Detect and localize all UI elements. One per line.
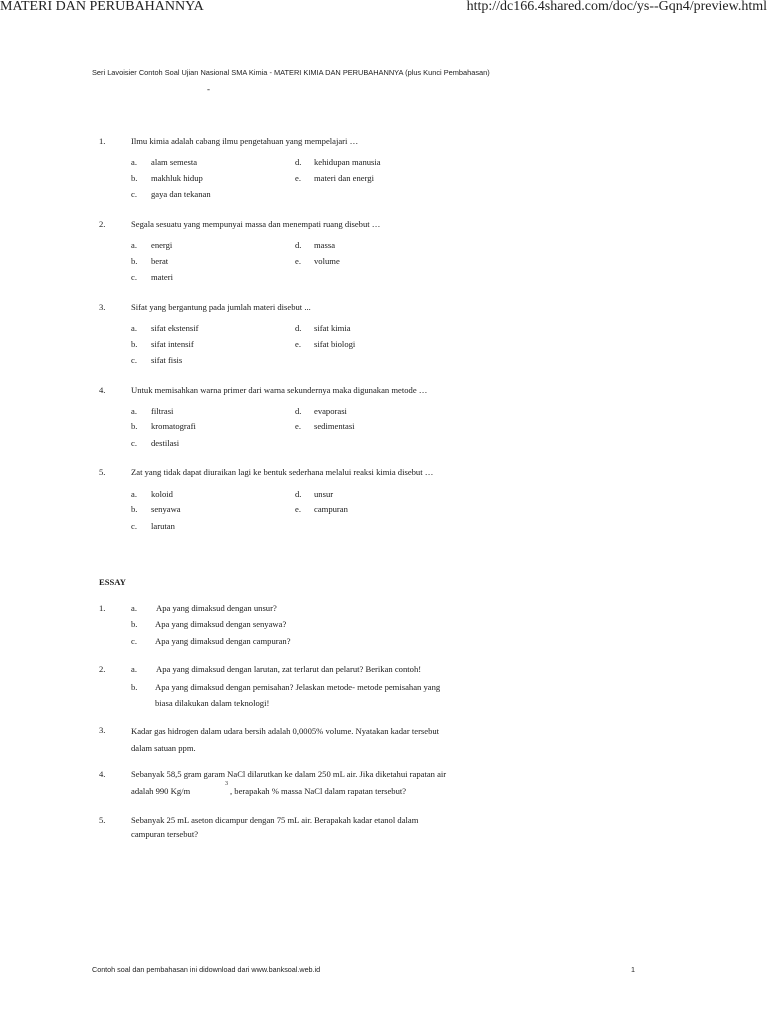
option-text: kromatografi (151, 421, 196, 431)
question-number: 4. (99, 385, 106, 395)
option-key: e. (295, 256, 301, 266)
option-text: koloid (151, 489, 173, 499)
essay-text-continued: dalam satuan ppm. (131, 743, 196, 753)
option-text: berat (151, 256, 169, 266)
option-key: e. (295, 173, 301, 183)
option-text: sifat kimia (314, 323, 351, 333)
essay-part-key: a. (131, 603, 137, 613)
essay-part-text: Apa yang dimaksud dengan senyawa? (155, 619, 287, 629)
essay-part-key: b. (131, 619, 138, 629)
option-key: c. (131, 189, 137, 199)
essay-text: Kadar gas hidrogen dalam udara bersih adalah 0,0005% volume. Nyatakan kadar tersebut (131, 726, 440, 736)
option-text: sifat biologi (314, 339, 356, 349)
option-key: c. (131, 272, 137, 282)
series-line: Seri Lavoisier Contoh Soal Ujian Nasional SMA Kimia - MATERI KIMIA DAN PERUBAHANNYA (plus Kunci Pembahasan) (92, 68, 490, 77)
page-url[interactable]: http://dc166.4shared.com/doc/ys--Gqn4/preview.html (466, 0, 767, 14)
option-text: larutan (151, 521, 175, 531)
question-text: Ilmu kimia adalah cabang ilmu pengetahuan yang mempelajari … (131, 136, 359, 146)
option-key: c. (131, 355, 137, 365)
option-key: a. (131, 489, 137, 499)
essay-text-continued: campuran tersebut? (131, 829, 199, 839)
option-text: materi dan energi (314, 173, 374, 183)
option-key: b. (131, 256, 138, 266)
option-key: d. (295, 157, 302, 167)
page-number: 1 (631, 965, 635, 974)
option-key: d. (295, 323, 302, 333)
option-text: massa (314, 240, 336, 250)
essay-part-text: Apa yang dimaksud dengan pemisahan? Jelaskan metode- metode pemisahan yang (155, 682, 441, 692)
option-key: e. (295, 421, 301, 431)
essay-part-key: a. (131, 664, 137, 674)
option-text: makhluk hidup (151, 173, 203, 183)
option-text: unsur (314, 489, 334, 499)
option-text: senyawa (151, 504, 181, 514)
option-text: volume (314, 256, 340, 266)
question-number: 1. (99, 136, 106, 146)
option-key: a. (131, 406, 137, 416)
essay-heading: ESSAY (99, 577, 126, 587)
essay-part-key: b. (131, 682, 138, 692)
option-key: d. (295, 240, 302, 250)
option-key: b. (131, 421, 138, 431)
essay-part-text-continued: biasa dilakukan dalam teknologi! (155, 698, 270, 708)
essay-part-text: Apa yang dimaksud dengan campuran? (155, 636, 291, 646)
essay-number: 1. (99, 603, 106, 613)
question-text: Untuk memisahkan warna primer dari warna sekundernya maka digunakan metode … (131, 385, 428, 395)
question-text: Sifat yang bergantung pada jumlah materi disebut ... (131, 302, 311, 312)
option-key: a. (131, 323, 137, 333)
option-text: materi (151, 272, 173, 282)
option-text: sifat ekstensif (151, 323, 199, 333)
option-text: gaya dan tekanan (151, 189, 211, 199)
question-number: 5. (99, 467, 106, 477)
question-number: 3. (99, 302, 106, 312)
option-text: sifat fisis (151, 355, 183, 365)
question-text: Zat yang tidak dapat diuraikan lagi ke bentuk sederhana melalui reaksi kimia disebut … (131, 467, 434, 477)
option-key: b. (131, 173, 138, 183)
essay-part-key: c. (131, 636, 137, 646)
option-key: b. (131, 339, 138, 349)
option-text: evaporasi (314, 406, 347, 416)
option-key: a. (131, 157, 137, 167)
option-text: alam semesta (151, 157, 198, 167)
footer-source: Contoh soal dan pembahasan ini didownload dari www.banksoal.web.id (92, 965, 321, 974)
option-text: filtrasi (151, 406, 174, 416)
essay-number: 5. (99, 815, 106, 825)
option-text: destilasi (151, 438, 180, 448)
essay-text-continued: , berapakah % massa NaCl dalam rapatan tersebut? (230, 786, 407, 796)
option-key: e. (295, 504, 301, 514)
question-number: 2. (99, 219, 106, 229)
essay-number: 2. (99, 664, 106, 674)
option-text: sedimentasi (314, 421, 355, 431)
option-key: c. (131, 438, 137, 448)
option-text: sifat intensif (151, 339, 194, 349)
page-title: MATERI DAN PERUBAHANNYA (0, 0, 204, 14)
essay-text: Sebanyak 58,5 gram garam NaCl dilarutkan ke dalam 250 mL air. Jika diketahui rapatan air (131, 769, 447, 779)
option-key: d. (295, 489, 302, 499)
essay-part-text: Apa yang dimaksud dengan larutan, zat terlarut dan pelarut? Berikan contoh! (156, 664, 422, 674)
option-text: kehidupan manusia (314, 157, 381, 167)
question-text: Segala sesuatu yang mempunyai massa dan menempati ruang disebut … (131, 219, 381, 229)
superscript-mark: 3 (225, 781, 228, 787)
option-key: b. (131, 504, 138, 514)
option-key: c. (131, 521, 137, 531)
essay-part-text: Apa yang dimaksud dengan unsur? (156, 603, 277, 613)
essay-number: 4. (99, 769, 106, 779)
option-key: e. (295, 339, 301, 349)
essay-number: 3. (99, 725, 106, 735)
option-key: a. (131, 240, 137, 250)
option-text: energi (151, 240, 173, 250)
option-text: campuran (314, 504, 348, 514)
essay-text-continued: adalah 990 Kg/m (131, 786, 191, 796)
option-key: d. (295, 406, 302, 416)
dash-mark: - (207, 84, 210, 94)
essay-text: Sebanyak 25 mL aseton dicampur dengan 75 mL air. Berapakah kadar etanol dalam (131, 815, 419, 825)
